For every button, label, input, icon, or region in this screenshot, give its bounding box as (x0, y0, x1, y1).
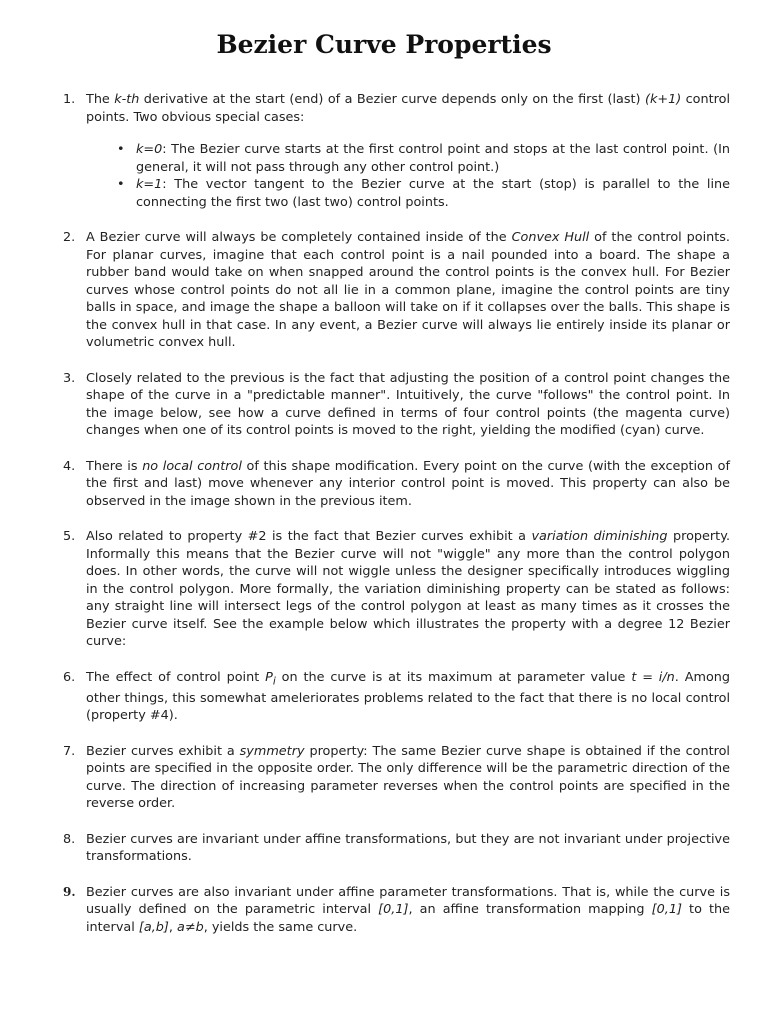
property-item-3 (60, 370, 730, 440)
property-item-5 (60, 528, 730, 651)
math-term: k-th (114, 92, 140, 107)
item-number: 6. (63, 669, 76, 685)
math-term: t = i/n (631, 669, 675, 685)
text-segment: to the interval (86, 902, 731, 935)
math-term: [a,b] (138, 919, 169, 935)
bullet-icon: • (117, 142, 125, 157)
text-segment: : The vector tangent to the Bezier curve at the start (stop) is parallel to the line connecting the first two (last two) control points. (136, 177, 730, 210)
item-number: 7. (63, 743, 76, 759)
property-list (60, 91, 730, 954)
math-term: [0,1] (651, 902, 682, 918)
item-number: 2. (63, 230, 76, 245)
property-item-7 (60, 743, 730, 813)
text-segment: of the control points. For planar curves, imagine that each control point is a nail pounded into a board. The shape a rubber band would take on when snapped around the control points is the convex hull. For Bezier curves whose control points do not all lie in a common plane, imagine the control points are tiny balls in space, and image the shape a balloon will take on if it collapses over the balls. This shape is the convex hull in that case. In any event, a Bezier curve will always lie entirely inside its planar or volumetric convex hull. (86, 230, 731, 350)
text-segment: Bezier curves are also invariant under affine parameter transformations. That is, while the curve is usually defined on the parametric interval (86, 884, 730, 918)
special-cases-list (86, 141, 730, 211)
math-term: k=1 (136, 177, 163, 192)
text-segment: property. Informally this means that the Bezier curve will not "wiggle" any more than the control polygon does. In other words, the curve will not wiggle unless the designer specifically introduces wiggling in the control polygon. More formally, the variation diminishing property can be stated as follows: any straight line will intersect legs of the control polygon at least as many times as it crosses the Bezier curve itself. See the example below which illustrates the property with a degree 12 Bezier curve: (86, 529, 731, 649)
text-segment: , yields the same curve. (203, 919, 358, 935)
text-segment: Also related to property #2 is the fact that Bezier curves exhibit a (86, 529, 532, 544)
text-segment: : The Bezier curve starts at the first control point and stops at the last control point. (In general, it will not pass through any other control point.) (136, 142, 730, 175)
text-segment: of this shape modification. Every point on the curve (with the exception of the first and last) move whenever any interior control point is moved. This property can also be observed in the image shown in the previous item. (86, 458, 730, 509)
text-segment: The (86, 92, 115, 107)
item-number: 5. (63, 529, 76, 544)
special-case-k0 (86, 141, 730, 176)
text-segment: . Among other things, this somewhat ameleriorates problems related to the fact that there is no local control (property #4). (86, 669, 731, 724)
property-item-9 (60, 884, 730, 937)
item-number: 4. (63, 458, 76, 474)
property-item-8 (60, 831, 730, 866)
page-title: Bezier Curve Properties (216, 30, 552, 59)
special-case-k1 (86, 176, 730, 211)
item-number: 1. (63, 92, 76, 107)
emphasis-term: Convex Hull (511, 230, 590, 245)
emphasis-term: no local control (142, 458, 242, 474)
item-number: 3. (63, 370, 76, 386)
item-number: 8. (63, 831, 76, 847)
property-item-6 (60, 669, 730, 725)
property-item-2 (60, 229, 730, 352)
emphasis-term: symmetry (239, 743, 305, 759)
text-segment: on the curve is at its maximum at parameter value (275, 669, 632, 685)
math-term: a≠b (177, 919, 204, 935)
math-term: P (265, 669, 273, 685)
bullet-icon: • (117, 177, 125, 192)
item-number: 9. (63, 884, 76, 899)
text-segment: The effect of control point (86, 669, 266, 685)
text-segment: Closely related to the previous is the fact that adjusting the position of a control point changes the shape of the curve in a "predictable manner". Intuitively, the curve "follows" the control point. In the image below, see how a curve defined in terms of four control points (the magenta curve) changes when one of its control points is moved to the right, yielding the modified (cyan) curve. (86, 370, 730, 438)
text-segment: , an affine transformation mapping (408, 902, 652, 918)
math-subscript: i (272, 674, 276, 688)
text-segment: Bezier curves are invariant under affine transformations, but they are not invariant under projective transformations. (86, 831, 730, 865)
property-item-1 (60, 91, 730, 211)
emphasis-term: variation diminishing (531, 529, 668, 544)
property-item-4 (60, 458, 730, 511)
math-term: k=0 (136, 142, 163, 157)
text-segment: A Bezier curve will always be completely contained inside of the (86, 230, 512, 245)
math-term: (k+1) (644, 92, 682, 107)
text-segment: derivative at the start (end) of a Bezier curve depends only on the first (last) (139, 92, 645, 107)
math-term: [0,1] (378, 902, 409, 918)
text-segment: There is (86, 458, 143, 474)
text-segment: , (168, 919, 178, 935)
text-segment: control points. Two obvious special cases: (86, 92, 730, 125)
text-segment: property: The same Bezier curve shape is obtained if the control points are specified in the opposite order. The only difference will be the parametric direction of the curve. The direction of increasing parameter reverses when the control points are specified in the reverse order. (86, 743, 730, 812)
text-segment: Bezier curves exhibit a (86, 743, 240, 759)
